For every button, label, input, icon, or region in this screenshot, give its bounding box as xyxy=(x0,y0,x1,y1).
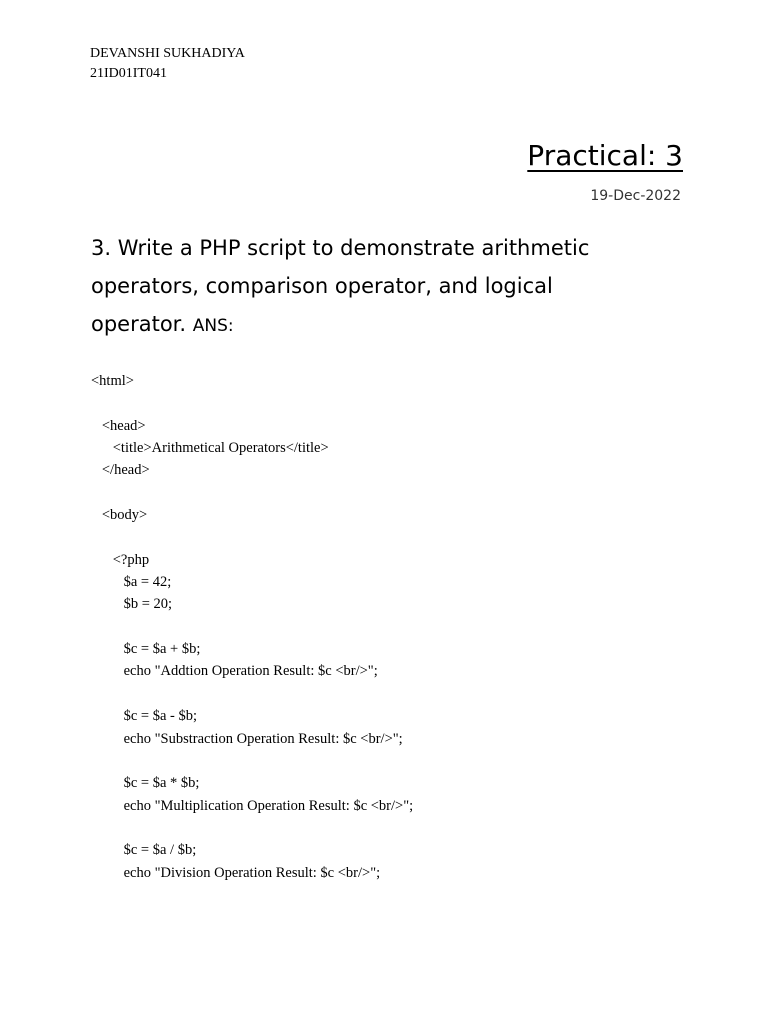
author-name: DEVANSHI SUKHADIYA xyxy=(90,46,245,61)
code-line: $c = $a * $b; xyxy=(91,775,200,792)
code-line: echo "Multiplication Operation Result: $c <br/>"; xyxy=(91,797,414,814)
answer-label: ANS: xyxy=(192,316,234,336)
code-line xyxy=(91,616,413,638)
code-line: echo "Addtion Operation Result: $c <br/>"; xyxy=(91,663,378,680)
question-text: 3. Write a PHP script to demonstrate arithmetic operators, comparison operator, and logical operator. xyxy=(91,236,590,336)
code-line: <body> xyxy=(91,507,148,524)
code-line: </head> xyxy=(91,462,150,479)
code-line: <title>Arithmetical Operators</title> xyxy=(91,440,329,457)
code-line: $c = $a + $b; xyxy=(91,641,201,658)
practical-date: 19-Dec-2022 xyxy=(590,188,681,204)
code-line: <head> xyxy=(91,417,146,434)
code-line: echo "Division Operation Result: $c <br/>"; xyxy=(91,864,381,881)
code-line: $c = $a / $b; xyxy=(91,842,197,859)
code-line xyxy=(91,392,413,414)
code-line: echo "Substraction Operation Result: $c <br/>"; xyxy=(91,730,403,747)
code-line xyxy=(91,683,413,705)
code-line: $b = 20; xyxy=(91,596,173,613)
code-line: $a = 42; xyxy=(91,574,172,591)
practical-title: Practical: 3 xyxy=(527,139,683,172)
code-line xyxy=(91,750,413,772)
code-line xyxy=(91,817,413,839)
code-line: $c = $a - $b; xyxy=(91,708,198,725)
code-line xyxy=(91,482,413,504)
code-line xyxy=(91,526,413,548)
code-line: <?php xyxy=(91,551,150,568)
student-id: 21ID01IT041 xyxy=(90,66,167,81)
author-block xyxy=(90,44,245,84)
code-block xyxy=(91,370,413,884)
code-line: <html> xyxy=(91,373,134,389)
question-block xyxy=(91,229,651,345)
